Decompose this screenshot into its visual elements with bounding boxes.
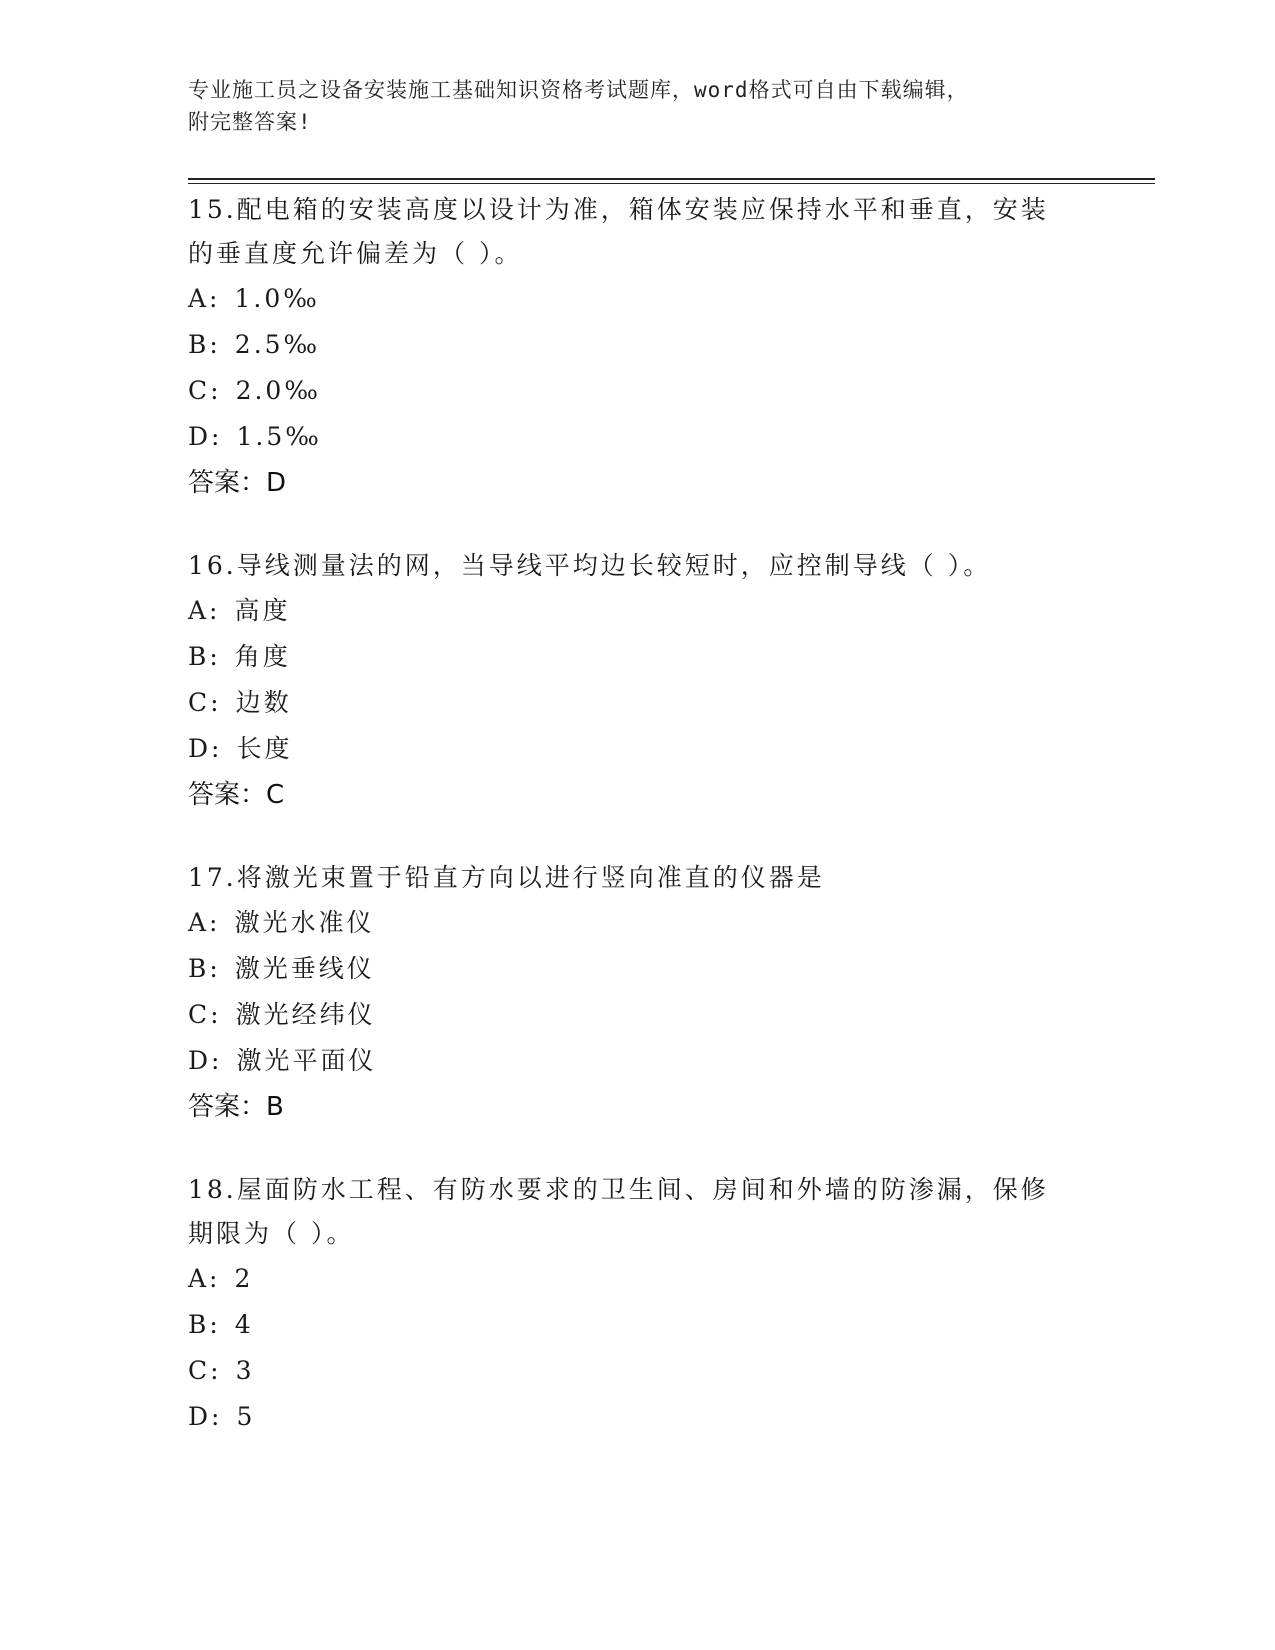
option-text: 3 [235, 1356, 255, 1385]
option-text: 4 [234, 1310, 254, 1339]
question-item [188, 544, 1088, 818]
option-letter: C: [188, 1000, 222, 1029]
option-letter: B: [188, 642, 221, 671]
option-letter: D: [188, 1402, 223, 1431]
document-header [188, 74, 1088, 138]
question-list [188, 188, 1088, 1478]
option-text: 边数 [235, 688, 292, 717]
option-text: 2 [234, 1264, 254, 1293]
option-text: 2.5‰ [234, 330, 321, 359]
option-letter: B: [188, 954, 221, 983]
answer-label: 答案：C [188, 780, 285, 810]
question-stem-line: 期限为（ ）。 [188, 1219, 355, 1248]
option-letter: A: [188, 284, 221, 313]
option-text: 高度 [234, 596, 291, 625]
option-letter: B: [188, 1310, 221, 1339]
option-letter: D: [188, 734, 223, 763]
option-d [188, 1038, 1088, 1084]
option-letter: C: [188, 1356, 222, 1385]
option-text: 激光垂线仪 [234, 954, 375, 983]
question-stem-line: 16.导线测量法的网，当导线平均边长较短时，应控制导线（ ）。 [188, 551, 992, 580]
option-text: 角度 [234, 642, 291, 671]
option-a [188, 588, 1088, 634]
option-c [188, 992, 1088, 1038]
question-stem [188, 544, 1088, 588]
answer-label: 答案：B [188, 1092, 284, 1122]
option-b [188, 1302, 1088, 1348]
question-item [188, 1168, 1088, 1440]
option-letter: D: [188, 1046, 223, 1075]
option-text: 激光经纬仪 [235, 1000, 376, 1029]
question-stem-line: 的垂直度允许偏差为（ ）。 [188, 239, 523, 268]
header-divider [188, 183, 1155, 184]
question-item [188, 856, 1088, 1130]
option-text: 长度 [236, 734, 293, 763]
option-letter: C: [188, 688, 222, 717]
option-letter: D: [188, 422, 223, 451]
header-divider [188, 178, 1155, 180]
answer-label: 答案：D [188, 468, 287, 498]
question-stem-line: 15.配电箱的安装高度以设计为准，箱体安装应保持水平和垂直，安装 [188, 195, 1049, 224]
option-d [188, 1394, 1088, 1440]
question-stem-line: 18.屋面防水工程、有防水要求的卫生间、房间和外墙的防渗漏，保修 [188, 1175, 1049, 1204]
option-a [188, 900, 1088, 946]
option-c [188, 1348, 1088, 1394]
option-text: 激光平面仪 [236, 1046, 377, 1075]
option-text: 1.0‰ [234, 284, 320, 313]
question-stem [188, 856, 1088, 900]
option-c [188, 368, 1088, 414]
question-stem [188, 188, 1088, 276]
option-letter: A: [188, 908, 221, 937]
option-text: 1.5‰ [236, 422, 322, 451]
option-d [188, 726, 1088, 772]
option-text: 5 [236, 1402, 256, 1431]
question-item [188, 188, 1088, 506]
option-b [188, 322, 1088, 368]
option-b [188, 634, 1088, 680]
header-line: 专业施工员之设备安装施工基础知识资格考试题库，word格式可自由下载编辑， [188, 78, 969, 102]
option-letter: C: [188, 376, 222, 405]
option-letter: B: [188, 330, 221, 359]
option-letter: A: [188, 596, 221, 625]
question-stem-line: 17.将激光束置于铅直方向以进行竖向准直的仪器是 [188, 863, 825, 892]
option-a [188, 276, 1088, 322]
option-b [188, 946, 1088, 992]
option-d [188, 414, 1088, 460]
option-text: 激光水准仪 [234, 908, 375, 937]
option-text: 2.0‰ [235, 376, 321, 405]
header-line: 附完整答案! [188, 110, 312, 134]
option-c [188, 680, 1088, 726]
option-a [188, 1256, 1088, 1302]
option-letter: A: [188, 1264, 221, 1293]
question-stem [188, 1168, 1088, 1256]
